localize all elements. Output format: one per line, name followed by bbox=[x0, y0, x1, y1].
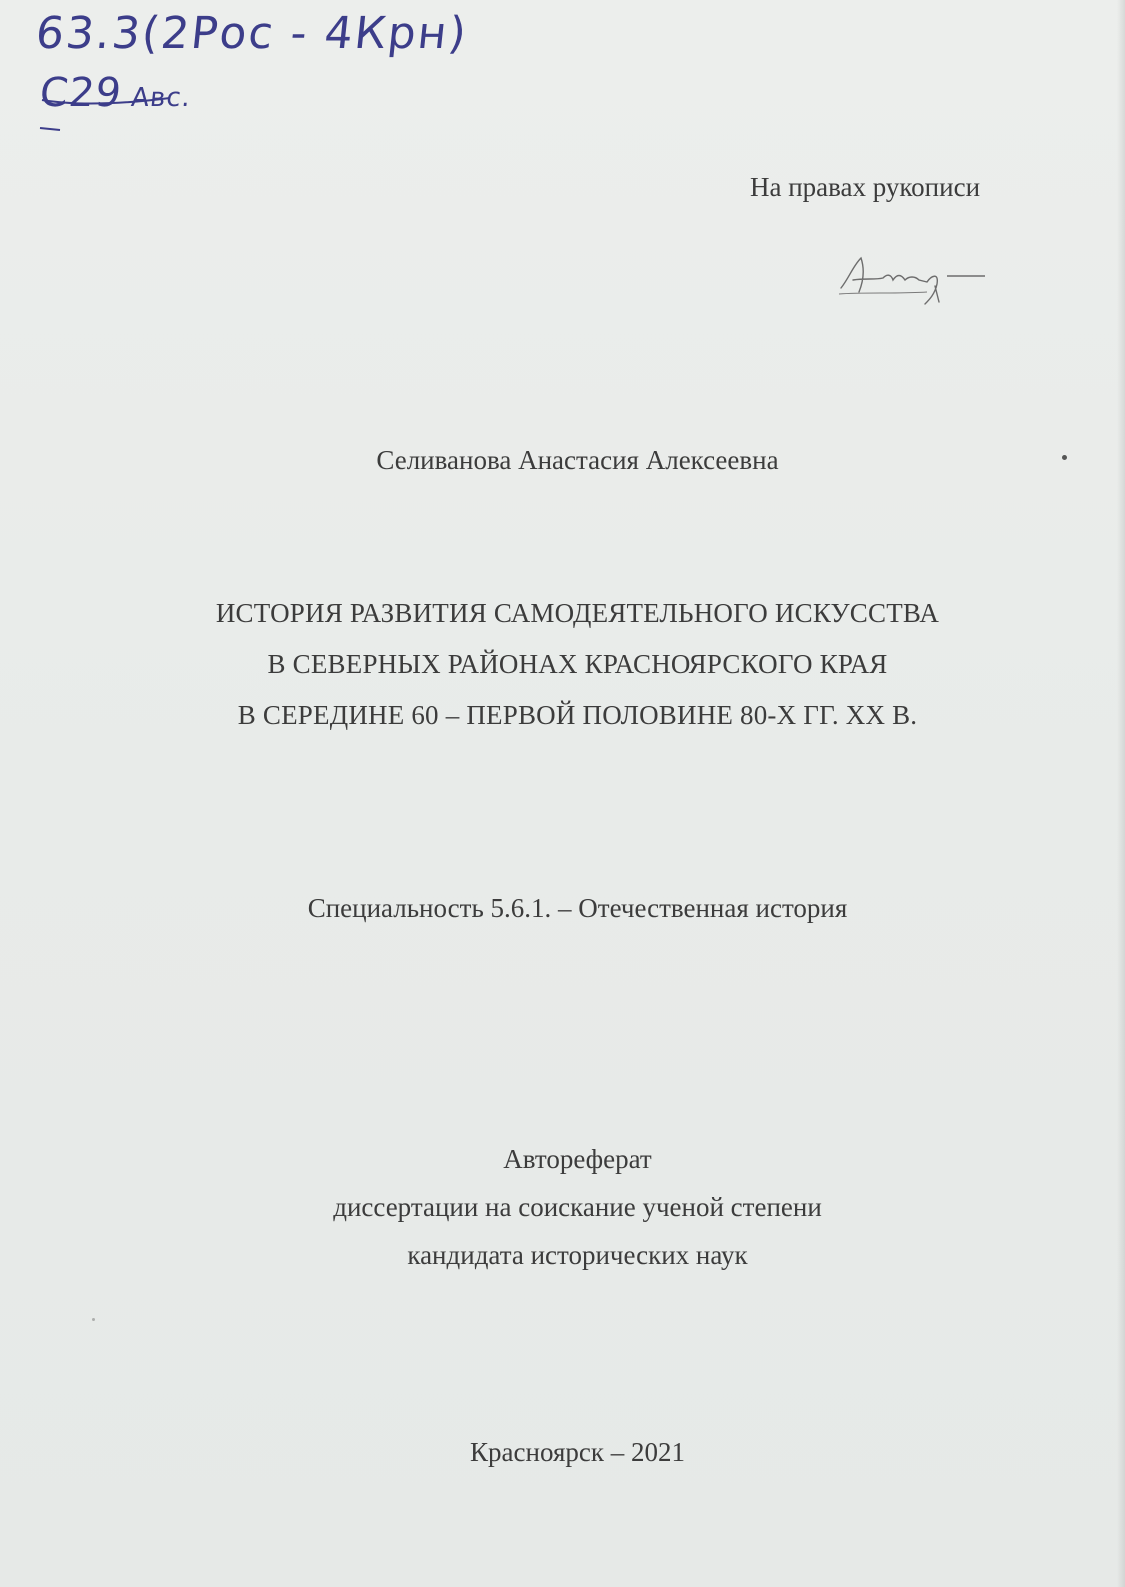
page-edge-shadow bbox=[1117, 0, 1125, 1587]
handwritten-classification bbox=[30, 0, 471, 140]
handwritten-underline-marks bbox=[30, 0, 450, 140]
dissertation-title bbox=[0, 588, 1125, 741]
title-line-3: В СЕРЕДИНЕ 60 – ПЕРВОЙ ПОЛОВИНЕ 80-Х ГГ. XX В. bbox=[237, 700, 918, 730]
rights-notice: На правах рукописи bbox=[750, 172, 981, 202]
handwritten-code: С29 bbox=[37, 70, 125, 116]
title-line-2: В СЕВЕРНЫХ РАЙОНАХ КРАСНОЯРСКОГО КРАЯ bbox=[267, 649, 888, 679]
handwritten-line-1: 63.3(2Рос - 4Крн) bbox=[33, 8, 471, 59]
signature-mark bbox=[835, 248, 990, 310]
scan-speck bbox=[1062, 455, 1067, 460]
title-line-1: ИСТОРИЯ РАЗВИТИЯ САМОДЕЯТЕЛЬНОГО ИСКУССТВА bbox=[215, 598, 940, 628]
abstract-line-3: кандидата исторических наук bbox=[407, 1240, 748, 1270]
abstract-block bbox=[0, 1135, 1125, 1279]
handwritten-note: Авс. bbox=[129, 83, 193, 113]
author-name: Селиванова Анастасия Алексеевна bbox=[376, 445, 779, 475]
scan-speck bbox=[92, 1318, 95, 1321]
abstract-line-2: диссертации на соискание ученой степени bbox=[333, 1192, 822, 1222]
abstract-line-1: Автореферат bbox=[503, 1144, 652, 1174]
city-year: Красноярск – 2021 bbox=[470, 1437, 685, 1467]
specialty-line: Специальность 5.6.1. – Отечественная история bbox=[307, 893, 848, 923]
